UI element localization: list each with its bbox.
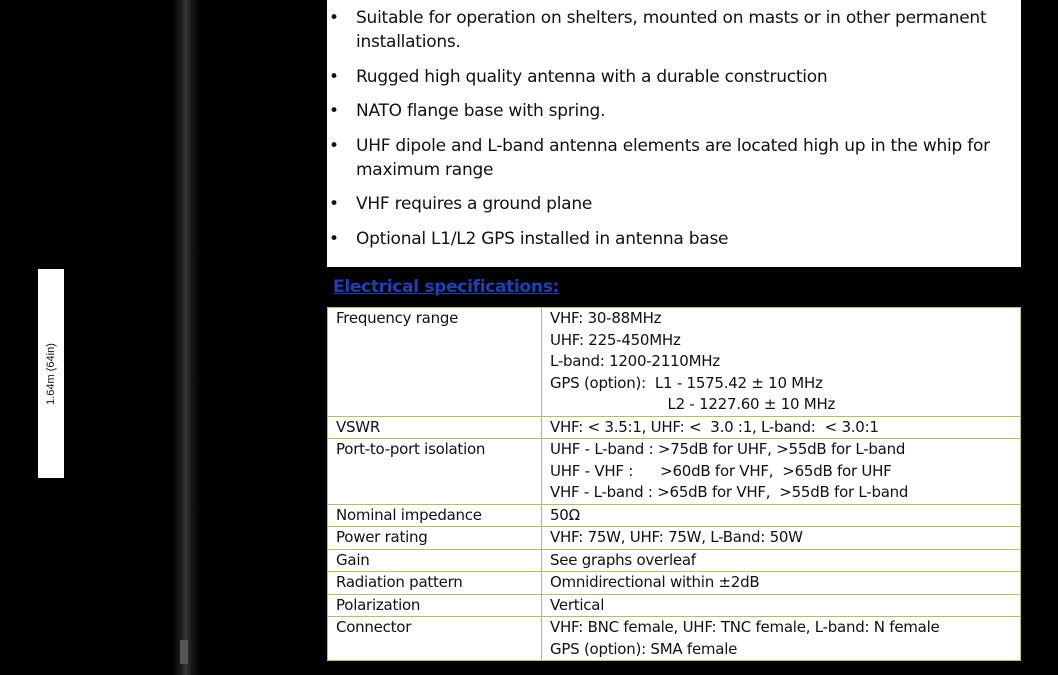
table-row: [328, 594, 1021, 617]
spec-value: 50Ω: [542, 504, 1021, 527]
spec-value: UHF - L-band : >75dB for UHF, >55dB for L-band UHF - VHF : >60dB for VHF, >65dB for UHF VHF - L-band : >65dB for VHF, >55dB for L-band: [542, 439, 1021, 505]
spec-label: Nominal impedance: [328, 504, 542, 527]
feature-item: • UHF dipole and L-band antenna elements are located high up in the whip for maximum range: [356, 134, 996, 182]
spec-label: Power rating: [328, 527, 542, 550]
feature-item: • Optional L1/L2 GPS installed in antenna base: [356, 227, 996, 251]
section-title: Electrical specifications:: [333, 277, 560, 297]
spec-label: Gain: [328, 549, 542, 572]
antenna-base-label: [180, 640, 188, 664]
spec-label: Frequency range: [328, 308, 542, 417]
feature-item: • Suitable for operation on shelters, mounted on masts or in other permanent installations.: [356, 6, 996, 54]
spec-label: VSWR: [328, 416, 542, 439]
feature-list-panel: [327, 0, 1021, 267]
table-row: [328, 572, 1021, 595]
feature-item: • Rugged high quality antenna with a durable construction: [356, 65, 996, 89]
table-row: [328, 527, 1021, 550]
feature-item: • VHF requires a ground plane: [356, 192, 996, 216]
table-row: [328, 504, 1021, 527]
table-row: [328, 308, 1021, 417]
table-row: [328, 549, 1021, 572]
table-row: [328, 416, 1021, 439]
spec-label: Radiation pattern: [328, 572, 542, 595]
feature-item: • NATO flange base with spring.: [356, 99, 996, 123]
antenna-whip-image: [173, 0, 200, 675]
spec-table: [327, 307, 1021, 661]
table-row: [328, 617, 1021, 661]
dimension-label: 1.64m (64in): [45, 342, 57, 405]
spec-value: Vertical: [542, 594, 1021, 617]
spec-label: Polarization: [328, 594, 542, 617]
dimension-callout: [38, 269, 64, 478]
spec-label: Connector: [328, 617, 542, 661]
spec-label: Port-to-port isolation: [328, 439, 542, 505]
spec-value: VHF: 75W, UHF: 75W, L-Band: 50W: [542, 527, 1021, 550]
spec-value: VHF: BNC female, UHF: TNC female, L-band: N female GPS (option): SMA female: [542, 617, 1021, 661]
spec-value: VHF: 30-88MHz UHF: 225-450MHz L-band: 1200-2110MHz GPS (option): L1 - 1575.42 ± 10 MHz L2 - 1227.60 ± 10 MHz: [542, 308, 1021, 417]
spec-value: See graphs overleaf: [542, 549, 1021, 572]
spec-value: VHF: < 3.5:1, UHF: < 3.0 :1, L-band: < 3.0:1: [542, 416, 1021, 439]
spec-value: Omnidirectional within ±2dB: [542, 572, 1021, 595]
table-row: [328, 439, 1021, 505]
